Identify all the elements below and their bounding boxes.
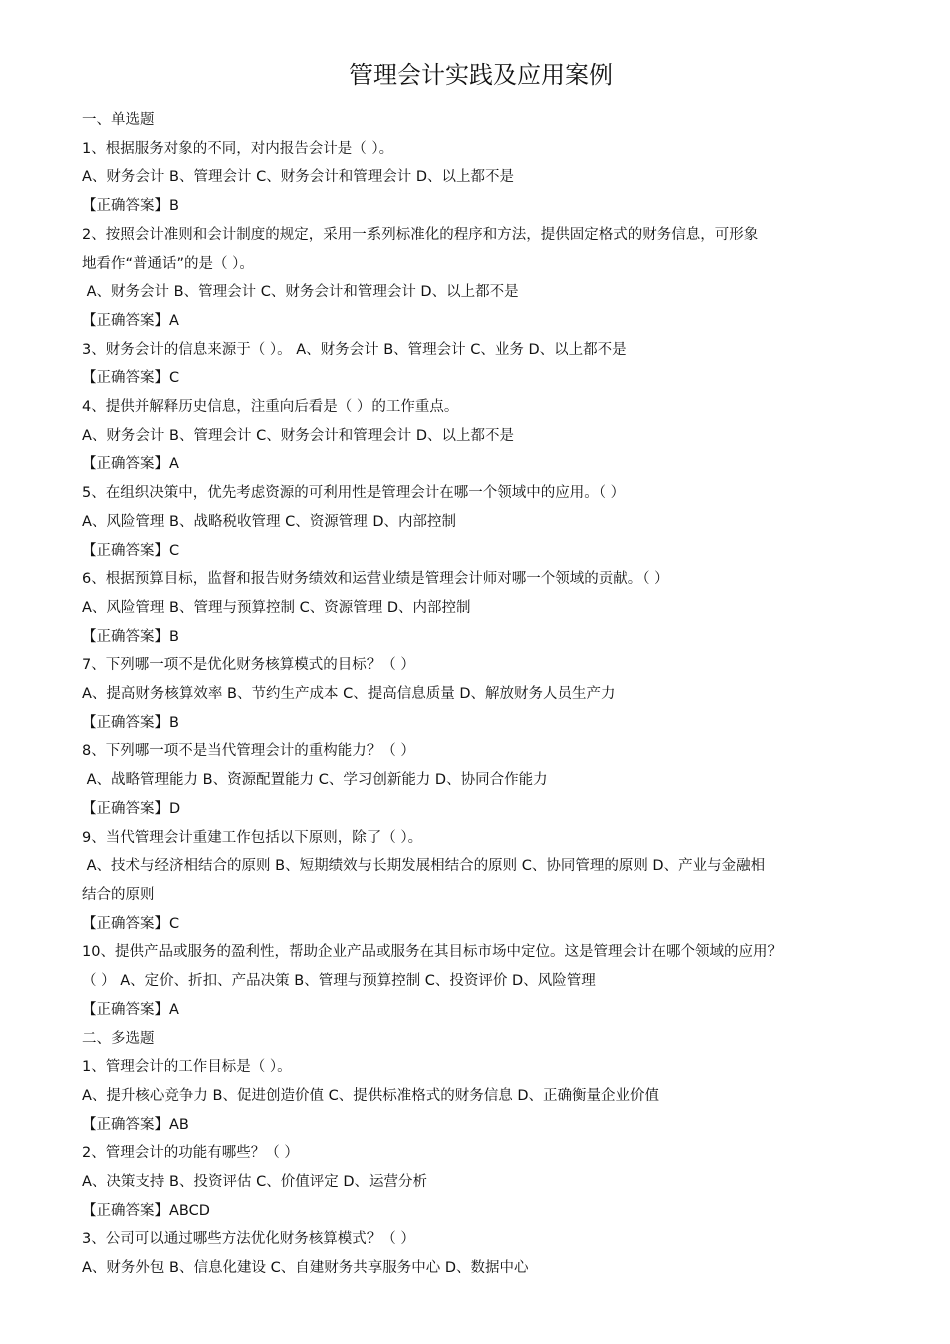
- correct-answer: 【正确答案】C: [82, 370, 180, 387]
- question-options: A、提升核心竞争力 B、促进创造价值 C、提供标准格式的财务信息 D、正确衡量企业价值: [82, 1087, 659, 1104]
- section-heading-single-choice: 一、单选题: [82, 112, 155, 128]
- question-text: 10、提供产品或服务的盈利性，帮助企业产品或服务在其目标市场中定位。这是管理会计在哪个领域的应用？: [82, 944, 782, 961]
- document-title: 管理会计实践及应用案例: [349, 61, 613, 89]
- question-text: 9、当代管理会计重建工作包括以下原则，除了（ ）。: [82, 829, 423, 846]
- correct-answer: 【正确答案】C: [82, 915, 180, 932]
- question-text: 5、在组织决策中，优先考虑资源的可利用性是管理会计在哪一个领域中的应用。（ ）: [82, 485, 626, 502]
- question-options: A、财务会计 B、管理会计 C、财务会计和管理会计 D、以上都不是: [82, 284, 519, 301]
- correct-answer: 【正确答案】C: [82, 542, 180, 559]
- question-options: A、财务外包 B、信息化建设 C、自建财务共享服务中心 D、数据中心: [82, 1260, 529, 1277]
- correct-answer: 【正确答案】A: [82, 1001, 179, 1018]
- question-options: A、技术与经济相结合的原则 B、短期绩效与长期发展相结合的原则 C、协同管理的原则 D、产业与金融相: [82, 858, 766, 875]
- question-options: A、财务会计 B、管理会计 C、财务会计和管理会计 D、以上都不是: [82, 169, 514, 186]
- question-text: 3、公司可以通过哪些方法优化财务核算模式？（ ）: [82, 1231, 415, 1248]
- question-text: 1、管理会计的工作目标是（ ）。: [82, 1059, 292, 1076]
- question-text: 2、按照会计准则和会计制度的规定，采用一系列标准化的程序和方法，提供固定格式的财务信息，可形象: [82, 226, 759, 243]
- correct-answer: 【正确答案】ABCD: [82, 1202, 210, 1219]
- correct-answer: 【正确答案】AB: [82, 1116, 189, 1133]
- question-text: 地看作“普通话”的是（ ）。: [82, 255, 254, 272]
- question-text: 7、下列哪一项不是优化财务核算模式的目标？（ ）: [82, 657, 415, 674]
- question-text: 2、管理会计的功能有哪些？（ ）: [82, 1145, 299, 1162]
- question-options: A、提高财务核算效率 B、节约生产成本 C、提高信息质量 D、解放财务人员生产力: [82, 686, 616, 703]
- question-text: 1、根据服务对象的不同，对内报告会计是（ ）。: [82, 140, 394, 157]
- question-options: A、财务会计 B、管理会计 C、财务会计和管理会计 D、以上都不是: [82, 427, 514, 444]
- question-text: 4、提供并解释历史信息，注重向后看是（ ）的工作重点。: [82, 399, 459, 416]
- question-options: A、决策支持 B、投资评估 C、价值评定 D、运营分析: [82, 1174, 427, 1191]
- question-options: 结合的原则: [82, 886, 155, 903]
- correct-answer: 【正确答案】D: [82, 800, 181, 817]
- correct-answer: 【正确答案】B: [82, 198, 179, 215]
- correct-answer: 【正确答案】A: [82, 312, 179, 329]
- question-options: A、战略管理能力 B、资源配置能力 C、学习创新能力 D、协同合作能力: [82, 772, 548, 789]
- question-text: 6、根据预算目标，监督和报告财务绩效和运营业绩是管理会计师对哪一个领域的贡献。（ ）: [82, 571, 669, 588]
- document-body: [82, 106, 880, 1283]
- section-heading-multiple-choice: 二、多选题: [82, 1030, 155, 1047]
- question-options: A、风险管理 B、管理与预算控制 C、资源管理 D、内部控制: [82, 599, 471, 616]
- question-text: 8、下列哪一项不是当代管理会计的重构能力？（ ）: [82, 743, 415, 760]
- correct-answer: 【正确答案】B: [82, 628, 179, 645]
- question-options: （ ） A、定价、折扣、产品决策 B、管理与预算控制 C、投资评价 D、风险管理: [82, 973, 596, 990]
- question-options: A、风险管理 B、战略税收管理 C、资源管理 D、内部控制: [82, 513, 456, 530]
- correct-answer: 【正确答案】A: [82, 456, 179, 473]
- question-text: 3、财务会计的信息来源于（ ）。 A、财务会计 B、管理会计 C、业务 D、以上都不是: [82, 341, 627, 358]
- correct-answer: 【正确答案】B: [82, 714, 179, 731]
